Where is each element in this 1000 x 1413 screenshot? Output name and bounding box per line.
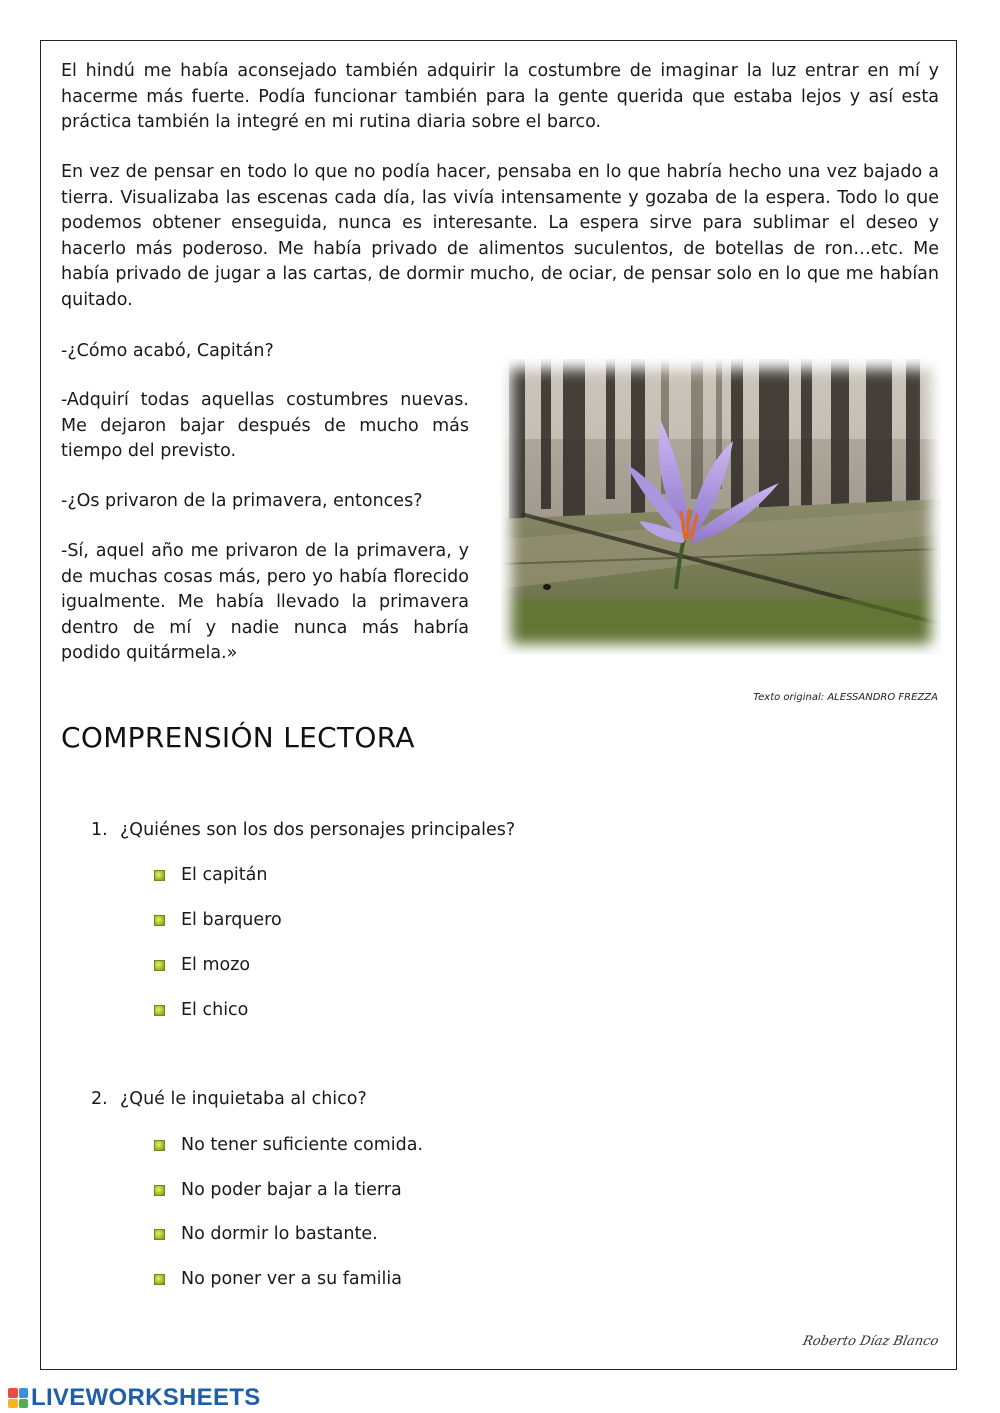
option-item[interactable] [154, 1135, 423, 1155]
option-label: El mozo [181, 955, 251, 975]
question-text: ¿Qué le inquietaba al chico? [120, 1089, 367, 1109]
option-label: No tener suficiente comida. [181, 1135, 424, 1155]
dialogue-line-3: -¿Os privaron de la primavera, entonces? [61, 491, 423, 511]
author-signature: Roberto Díaz Blanco [801, 1334, 940, 1349]
square-bullet-icon [154, 915, 165, 926]
square-bullet-icon [154, 1140, 165, 1151]
square-bullet-icon [154, 1005, 165, 1016]
story-paragraph-2: En vez de pensar en todo lo que no podía hacer, pensaba en lo que habría hecho una vez bajado a tierra. Visualizaba las escenas cada día, las vivía intensamente y gozaba de la espera. Todo lo que podemos obtener enseguida, nunca es interesante. La espera sirve para sublimar el deseo y hacerlo más poderoso. Me había privado de alimentos suculentos, de botellas de ron…etc. Me había privado de jugar a las cartas, de dormir mucho, de ociar, de pensar solo en lo que me habían quitado. [61, 162, 939, 310]
option-item[interactable] [154, 865, 267, 885]
square-bullet-icon [154, 1185, 165, 1196]
worksheet-page [40, 40, 957, 1370]
section-title: COMPRENSIÓN LECTORA [61, 721, 415, 754]
square-bullet-icon [154, 960, 165, 971]
option-item[interactable] [154, 1000, 248, 1020]
option-label: El barquero [181, 910, 282, 930]
square-bullet-icon [154, 1274, 165, 1285]
option-item[interactable] [154, 955, 250, 975]
dialogue-line-1: -¿Cómo acabó, Capitán? [61, 341, 274, 361]
square-bullet-icon [154, 1229, 165, 1240]
logo-wordmark: LIVEWORKSHEETS [31, 1384, 261, 1411]
square-bullet-icon [154, 870, 165, 881]
option-item[interactable] [154, 910, 282, 930]
option-label: El capitán [181, 865, 268, 885]
option-item[interactable] [154, 1224, 378, 1244]
question-number: 1. [91, 820, 108, 840]
dialogue-line-2: -Adquirí todas aquellas costumbres nuevas. Me dejaron bajar después de mucho más tiempo del previsto. [61, 390, 469, 462]
option-label: No poder bajar a la tierra [181, 1180, 402, 1200]
logo-mark-icon [8, 1388, 28, 1408]
option-label: No dormir lo bastante. [181, 1224, 378, 1244]
question-1 [91, 820, 515, 840]
source-credit: Texto original: ALESSANDRO FREZZA [753, 692, 938, 703]
crocus-photo [501, 359, 941, 654]
liveworksheets-logo [8, 1384, 261, 1412]
question-number: 2. [91, 1089, 108, 1109]
option-item[interactable] [154, 1180, 402, 1200]
question-text: ¿Quiénes son los dos personajes principales? [120, 820, 516, 840]
option-label: El chico [181, 1000, 249, 1020]
dialogue-line-4: -Sí, aquel año me privaron de la primavera, y de muchas cosas más, pero yo había florecido igualmente. Me había llevado la primavera dentro de mí y nadie nunca más habría podido quitármela.» [61, 541, 469, 664]
option-item[interactable] [154, 1269, 402, 1289]
option-label: No poner ver a su familia [181, 1269, 402, 1289]
question-2 [91, 1089, 367, 1109]
story-paragraph-1: El hindú me había aconsejado también adquirir la costumbre de imaginar la luz entrar en mí y hacerme más fuerte. Podía funcionar también para la gente querida que estaba lejos y así esta práctica también la integré en mi rutina diaria sobre el barco. [61, 61, 939, 133]
